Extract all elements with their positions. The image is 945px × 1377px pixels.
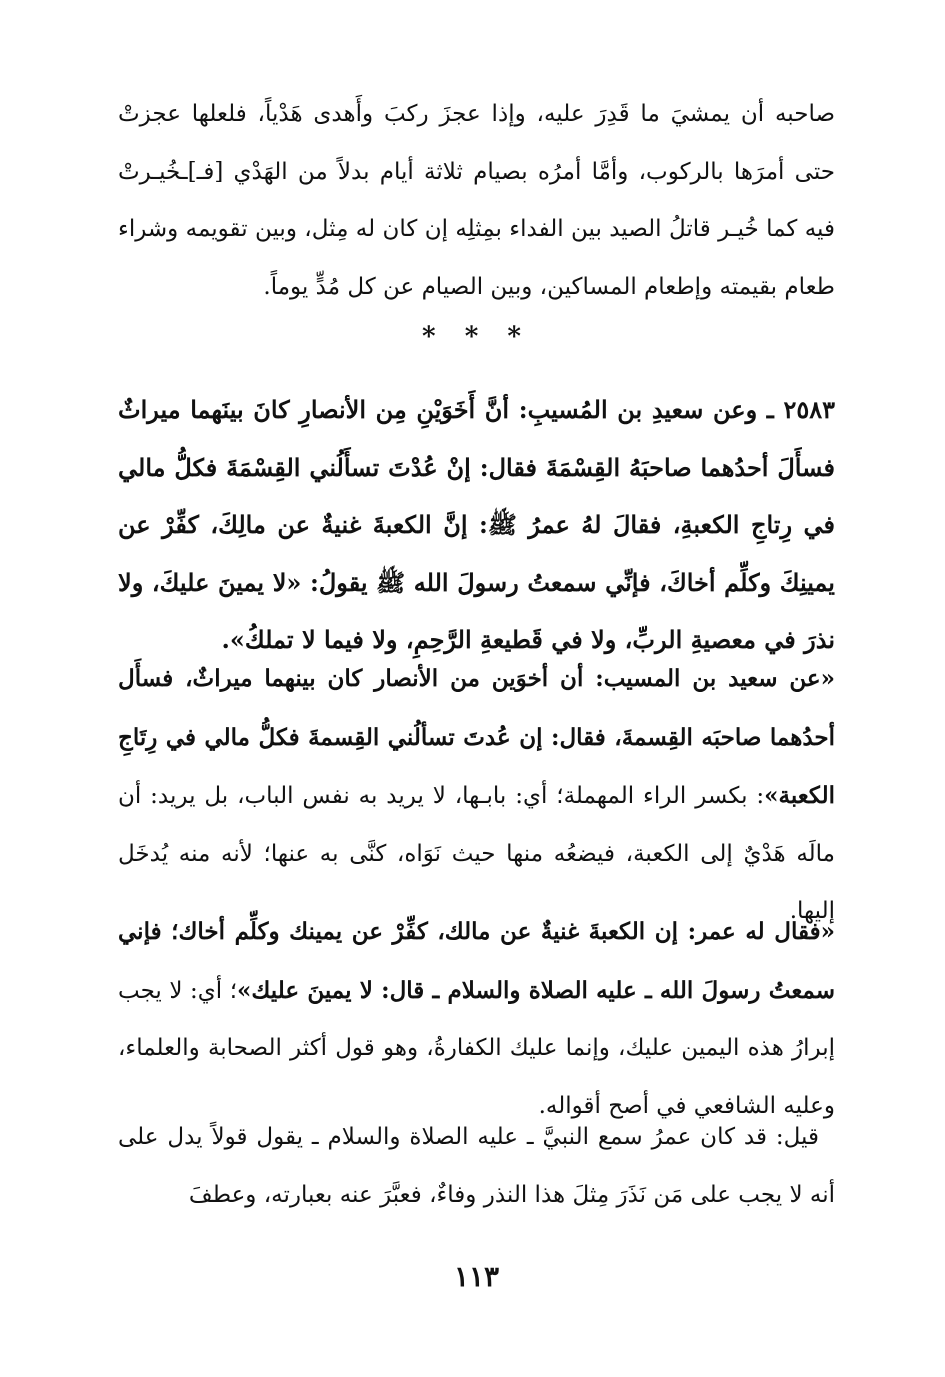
commentary-1-quote: «عن سعيد بن المسيب: أن أخوَين من الأنصار كان بينهما ميراثٌ، فسأَل أحدُهما صاحبَه القِسمةَ، فقال: إن عُدتَ تسألُني القِسمةَ فكلُّ مالي في رِتَاجِ الكعبة» xyxy=(118,665,835,809)
commentary-paragraph-3: قيل: قد كان عمرُ سمع النبيَّ ـ عليه الصلاة والسلام ـ يقول قولاً يدل على أنه لا يجب على مَن نَذَرَ مِثلَ هذا النذر وفاءٌ، فعبَّرَ عنه بعبارته، وعطفَ xyxy=(118,1124,835,1208)
page-number: ١١٣ xyxy=(453,1260,500,1293)
commentary-paragraph-1 xyxy=(118,650,835,941)
section-separator: * * * xyxy=(422,322,531,352)
commentary-1-text: : بكسر الراء المهملة؛ أي: بابـها، لا يريد به نفس الباب، بل يريد: أن مالَه هَدْيٌ إلى الكعبة، فيضعُه منها حيث نَوَاه، كنَّى به عنها؛ لأنه منه يُدخَل إليها. xyxy=(118,783,835,924)
intro-paragraph: صاحبه أن يمشيَ ما قَدِرَ عليه، وإذا عجزَ ركبَ وأَهدى هَدْياً، فلعلها عجزتْ حتى أمرَها بالركوب، وأمَّا أمرُه بصيام ثلاثة أيام بدلاً من الهَدْي [فـ]ـخُيـرتْ فيه كما خُيـر قاتلُ الصيد بين الفداء بمِثلِه إن كان له مِثل، وبين تقويمه وشراء طعام بقيمته وإطعام المساكين، وبين الصيام عن كل مُدٍّ يوماً. xyxy=(118,101,835,300)
commentary-paragraph-2 xyxy=(118,903,835,1135)
commentary-2-text: ؛ أي: لا يجب إبرارُ هذه اليمين عليك، وإنما عليك الكفارةُ، وهو قول أكثر الصحابة والعلماء، وعليه الشافعي في أصح أقواله. xyxy=(118,977,835,1119)
book-page xyxy=(118,0,835,1377)
hadith-paragraph: ٢٥٨٣ ـ وعن سعيدِ بن المُسيبِ: أنَّ أَخَوَيْنِ مِن الأنصارِ كانَ بينَهما ميراثٌ فسأَلَ أحدُهما صاحبَهُ القِسْمَةَ فقال: إنْ عُدْتَ تسأَلُني القِسْمَةَ فكلُّ مالي في رِتاجِ الكعبةِ، فقالَ لهُ عمرُ ﷺ: إنَّ الكعبةَ غنيةٌ عن مالِكَ، كفِّرْ عن يمينِكَ وكلِّم أخاكَ، فإنِّي سمعتُ رسولَ الله ﷺ يقولُ: «لا يمينَ عليكَ، ولا نذرَ في معصيةِ الربِّ، ولا في قَطيعةِ الرَّحِمِ، ولا فيما لا تملكُ». xyxy=(118,395,835,654)
commentary-2-quote: «فقال له عمر: إن الكعبةَ غنيةٌ عن مالك، كفِّرْ عن يمينك وكلِّم أخاك؛ فإني سمعتُ رسولَ الله ـ عليه الصلاة والسلام ـ قال: لا يمينَ عليك» xyxy=(118,918,835,1004)
